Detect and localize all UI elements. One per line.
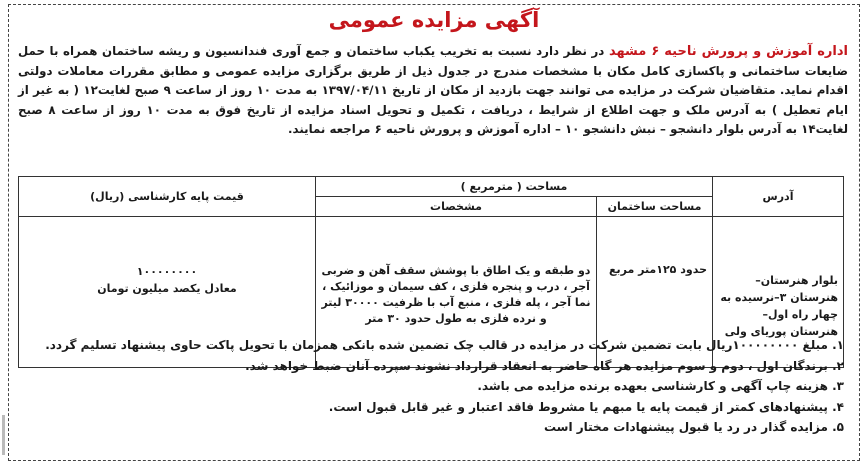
header-building-area: مساحت ساختمان	[597, 197, 713, 217]
list-item: ۴. پیشنهادهای کمتر از قیمت پایه یا مبهم یا مشروط فاقد اعتبار و غیر قابل قبول است.	[328, 399, 844, 414]
header-area-group: مساحت ( مترمربع )	[316, 177, 713, 197]
list-item: ۲. برندگان اول ، دوم و سوم مزایده هر گاه حاضر به انعقاد قرارداد نشوند سپرده آنان ضبط خواهد شد.	[245, 358, 844, 373]
price-number: ۱۰۰۰۰۰۰۰۰	[136, 265, 198, 278]
row-specs: دو طبقه و یک اطاق با پوشش سقف آهن و ضربی آجر ، درب و پنجره فلزی ، کف سیمان و موزائیک ، نما آجر ، پله فلزی ، منبع آب با ظرفیت ۳۰۰۰۰ لیتر و نرده فلزی به طول حدود ۳۰ متر	[316, 217, 597, 368]
list-item: ۱. مبلغ ۱۰۰۰۰۰۰۰۰ریال بابت تضمین شرکت در مزایده در قالب چک تضمین شده بانکی همزمان با تحویل پاکت حاوی پیشنهاد تسلیم گردد.	[45, 338, 844, 352]
list-item: ۳. هزینه چاپ آگهی و کارشناسی بعهده برنده مزایده می باشد.	[477, 379, 844, 393]
notice-title: آگهی مزایده عمومی	[328, 8, 540, 32]
list-item: ۵. مزایده گذار در رد یا قبول پیشنهادات مختار است	[543, 420, 844, 434]
intro-text: در نظر دارد نسبت به تخریب یکباب ساختمان و جمع آوری فندانسیون و ریشه ساختمان همراه با حمل ضایعات ساختمانی و پاکسازی کامل مکان با مشخصات مندرج در جدول ذیل از طریق برگزاری مزایده عمومی و مطابق مقررات معاملات دولتی اقدام نماید. متقاضیان شرکت در مزایده می توانند جهت بازدید از مکان از تاریخ ۱۳۹۷/۰۴/۱۱ به مدت ۱۰ روز از ساعت ۹ صبح لغایت۱۲ ( به غیر از ایام تعطیل ) به آدرس ملک و جهت اطلاع از شرایط ، دریافت ، تکمیل و تحویل اسناد مزایده از تاریخ فوق به مدت ۱۰ روز از ساعت ۸ صبح لغایت۱۴ به آدرس بلوار دانشجو – نبش دانشجو ۱۰ – اداره آموزش و پرورش ناحیه ۶ مراجعه نمایند.	[18, 44, 848, 136]
terms-list	[18, 335, 844, 438]
organization-name: اداره آموزش و پرورش ناحیه ۶ مشهد	[608, 44, 849, 59]
header-address: آدرس	[713, 177, 844, 217]
price-words: معادل یکصد میلیون تومان	[97, 282, 237, 295]
row-address: بلوار هنرستان– هنرستان ۳–نرسیده به چهار راه اول– هنرستان پوریای ولی	[713, 217, 844, 368]
header-specs: مشخصات	[316, 197, 597, 217]
side-mark-icon	[1, 415, 7, 455]
row-building-area: حدود ۱۲۵متر مربع	[597, 217, 713, 368]
header-price: قیمت پایه کارشناسی (ریال)	[19, 177, 316, 217]
notice-intro	[18, 42, 848, 140]
